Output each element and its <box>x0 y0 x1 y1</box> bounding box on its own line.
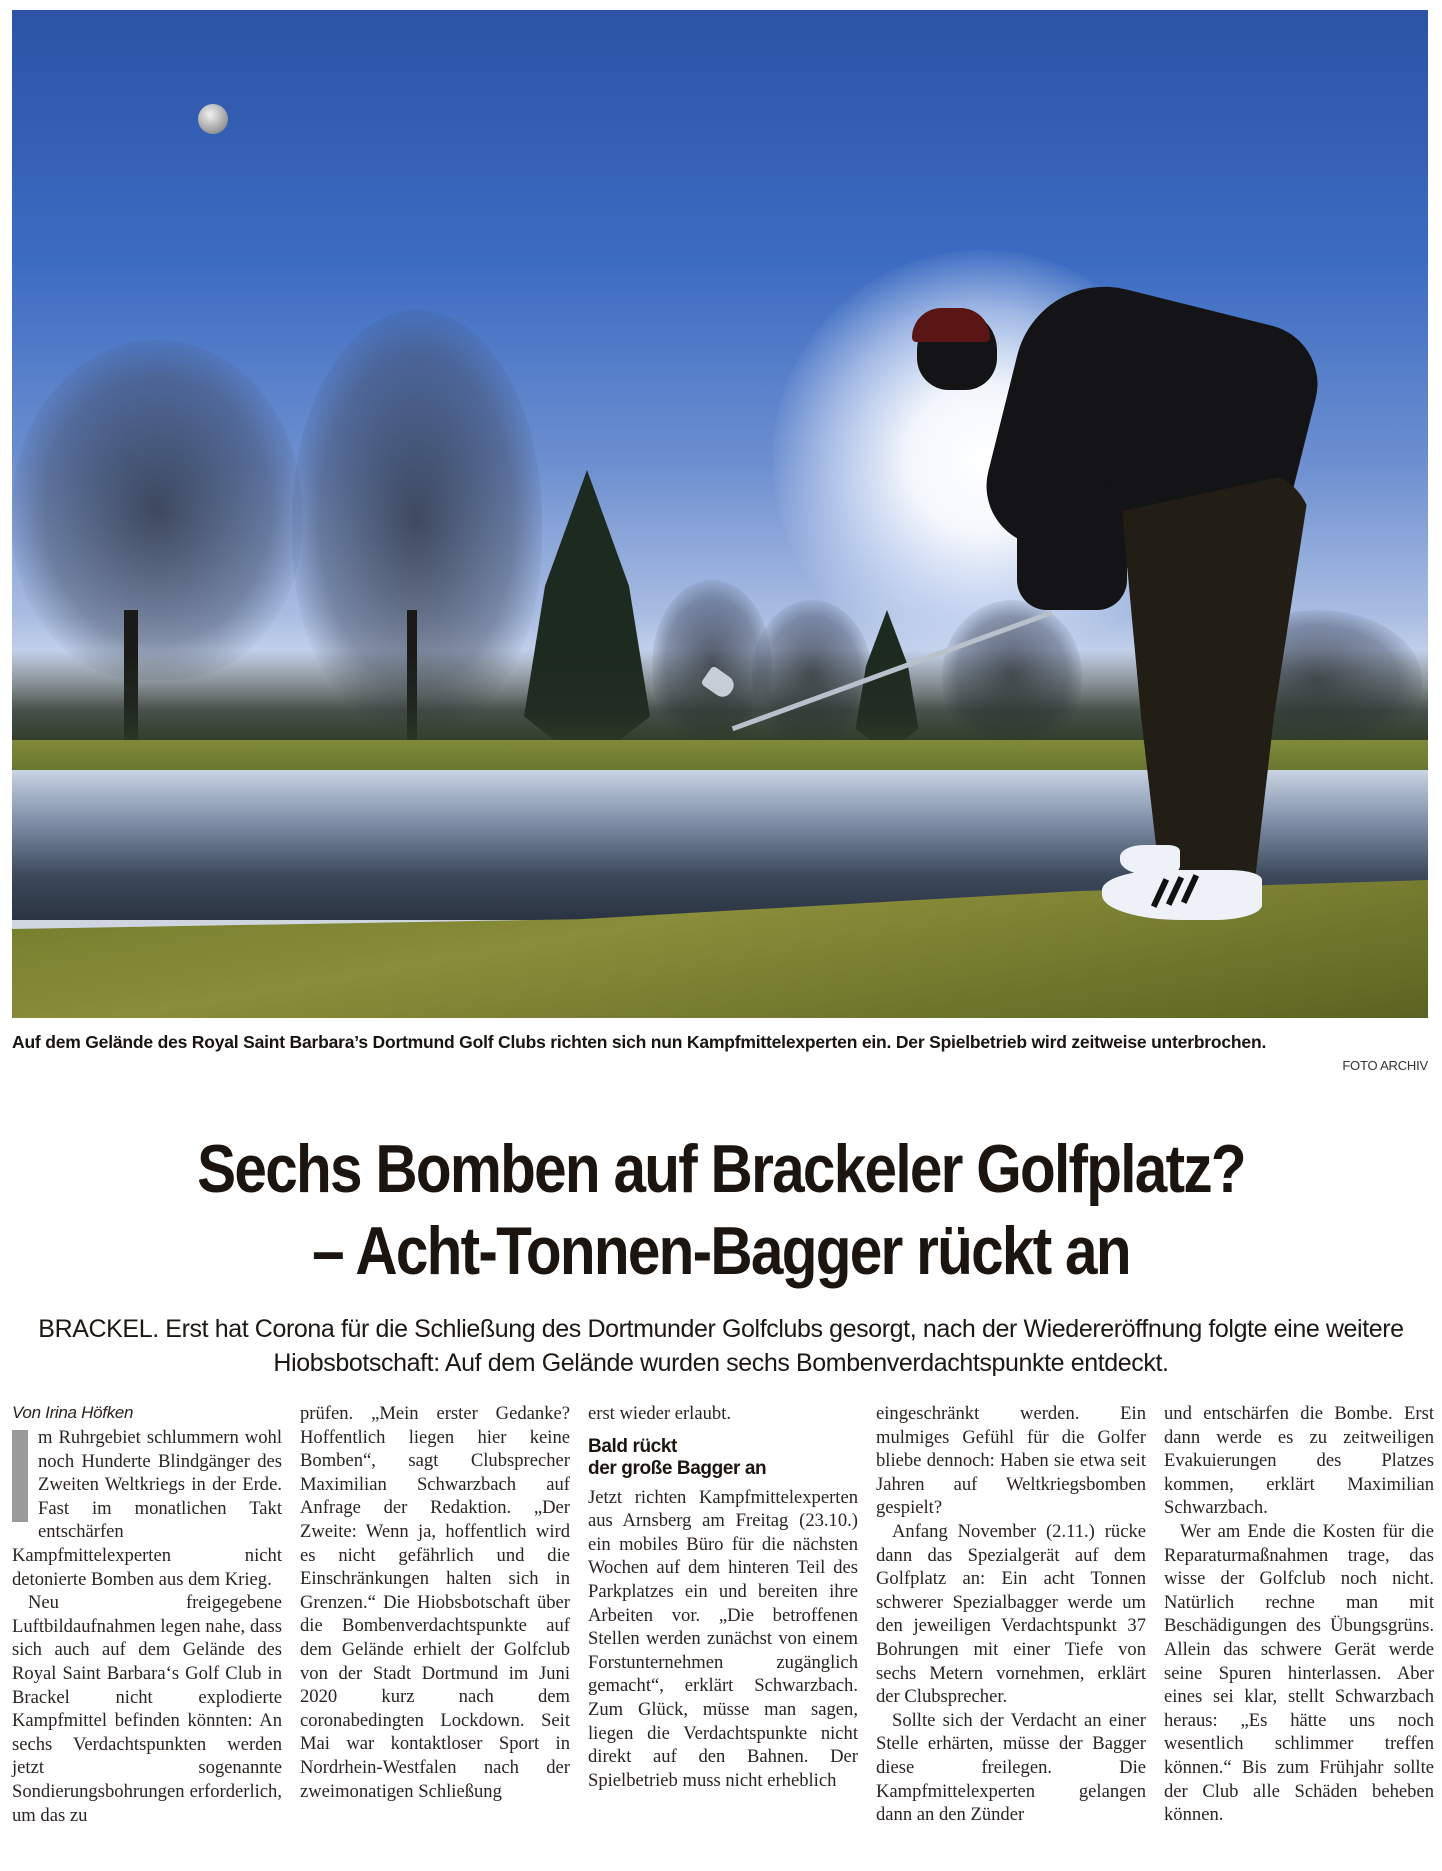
golf-ball <box>198 104 228 134</box>
column-4 <box>876 1402 1146 1862</box>
paragraph: Jetzt richten Kampfmittelexperten aus Arnsberg am Freitag (23.10.) ein mobiles Büro für die nächsten Wochen auf dem hinteren Teil des Parkplatzes ein und bereiten ihre Arbeiten vor. „Die betroffenen Stellen werden zunächst von einem Forstunternehmen zugänglich gemacht“, erklärt Schwarzbach. Zum Glück, müsse man sagen, liegen die Verdachtspunkte nicht direkt auf den Bahnen. Der Spielbetrieb muss nicht erheblich <box>588 1486 858 1791</box>
article-body <box>12 1402 1434 1862</box>
paragraph: und entschärfen die Bombe. Erst dann werde es zu zeitweiligen Evakuierungen des Platzes kommen, erklärt Maximilian Schwarzbach. <box>1164 1403 1434 1519</box>
bare-tree-left <box>12 340 302 680</box>
subheading <box>588 1436 858 1480</box>
subheading-line-2: der große Bagger an <box>588 1457 767 1479</box>
paragraph: Sollte sich der Verdacht an einer Stelle erhärten, müsse der Bagger diese freilegen. Die Kampfmittelexperten gelangen dann an den Zünder <box>876 1709 1146 1826</box>
paragraph: eingeschränkt werden. Ein mulmiges Gefühl für die Golfer bliebe dennoch: Haben sie etwa seit Jahren auf Weltkriegsbomben gespielt? <box>876 1403 1146 1519</box>
paragraph: m Ruhrgebiet schlummern wohl noch Hunderte Blindgänger des Zweiten Weltkriegs in der Erde. Fast im monatlichen Takt entschärfen Kampfmittelexperten nicht detonierte Bomben aus dem Krieg. <box>12 1427 282 1590</box>
byline: Von Irina Höfken <box>12 1403 134 1422</box>
headline-line-2: – Acht-Tonnen-Bagger rückt an <box>312 1213 1130 1289</box>
photo-credit: FOTO ARCHIV <box>1342 1058 1428 1073</box>
golfer-arms <box>1017 480 1127 610</box>
subheading-line-1: Bald rückt <box>588 1435 677 1457</box>
teaser <box>20 1312 1422 1380</box>
dateline: BRACKEL. <box>38 1315 159 1343</box>
column-3 <box>588 1402 858 1862</box>
headline <box>101 1128 1341 1292</box>
paragraph: Wer am Ende die Kosten für die Reparaturmaßnahmen trage, das wisse der Golfclub noch nicht. Natürlich rechne man mit Beschädigungen des Übungsgrüns. Allein das schwere Gerät werde seine Spuren hinterlassen. Aber eines sei klar, stellt Schwarzbach heraus: „Es hätte uns noch wesentlich schlimmer treffen können.“ Bis zum Frühjahr sollte der Club alle Schäden beheben können. <box>1164 1520 1434 1826</box>
golfer-shoe-back <box>1120 845 1180 875</box>
headline-line-1: Sechs Bomben auf Brackeler Golfplatz? <box>197 1131 1245 1207</box>
article-photo <box>12 10 1428 1018</box>
teaser-text: Erst hat Corona für die Schließung des Dortmunder Golfclubs gesorgt, nach der Wiedereröffnung folgte eine weitere Hiobsbotschaft: Auf dem Gelände wurden sechs Bombenverdachtspunkte entdeckt. <box>158 1315 1404 1377</box>
paragraph: prüfen. „Mein erster Gedanke? Hoffentlich liegen hier keine Bomben“, sagt Clubsprecher Maximilian Schwarzbach auf Anfrage der Redaktion. „Der Zweite: Wenn ja, hoffentlich wird es nicht gefährlich und die Einschränkungen halten sich in Grenzen.“ Die Hiobsbotschaft über die Bombenverdachtspunkte auf dem Gelände erhielt der Golfclub von der Stadt Dortmund im Juni 2020 kurz nach dem coronabedingten Lockdown. Seit Mai war kontaktloser Sport in Nordrhein-Westfalen nach der zweimonatigen Schließung <box>300 1403 570 1802</box>
paragraph: erst wieder erlaubt. <box>588 1403 732 1424</box>
column-5 <box>1164 1402 1434 1862</box>
lead-paragraph <box>12 1426 282 1591</box>
column-2 <box>300 1402 570 1862</box>
dropcap-initial-I <box>12 1430 28 1522</box>
paragraph: Neu freigegebene Luftbildaufnahmen legen nahe, dass sich auch auf dem Gelände des Royal Saint Barbara‘s Golf Club in Brackel nicht explodierte Kampfmittel befinden könnten: An sechs Verdachtspunkten werden jetzt sogenannte Sondierungsbohrungen erforderlich, um das zu <box>12 1592 282 1826</box>
photo-caption: Auf dem Gelände des Royal Saint Barbara’s Dortmund Golf Clubs richten sich nun Kampfmittelexperten ein. Der Spielbetrieb wird zeitweise unterbrochen. <box>12 1032 1267 1052</box>
column-1 <box>12 1402 282 1862</box>
paragraph: Anfang November (2.11.) rücke dann das Spezialgerät auf dem Golfplatz an: Ein acht Tonnen schwerer Spezialbagger werde um den jeweiligen Verdachtspunkt 37 Bohrungen mit einer Tiefe von sechs Metern vornehmen, erklärt der Clubsprecher. <box>876 1520 1146 1708</box>
golfer-cap <box>912 308 990 342</box>
